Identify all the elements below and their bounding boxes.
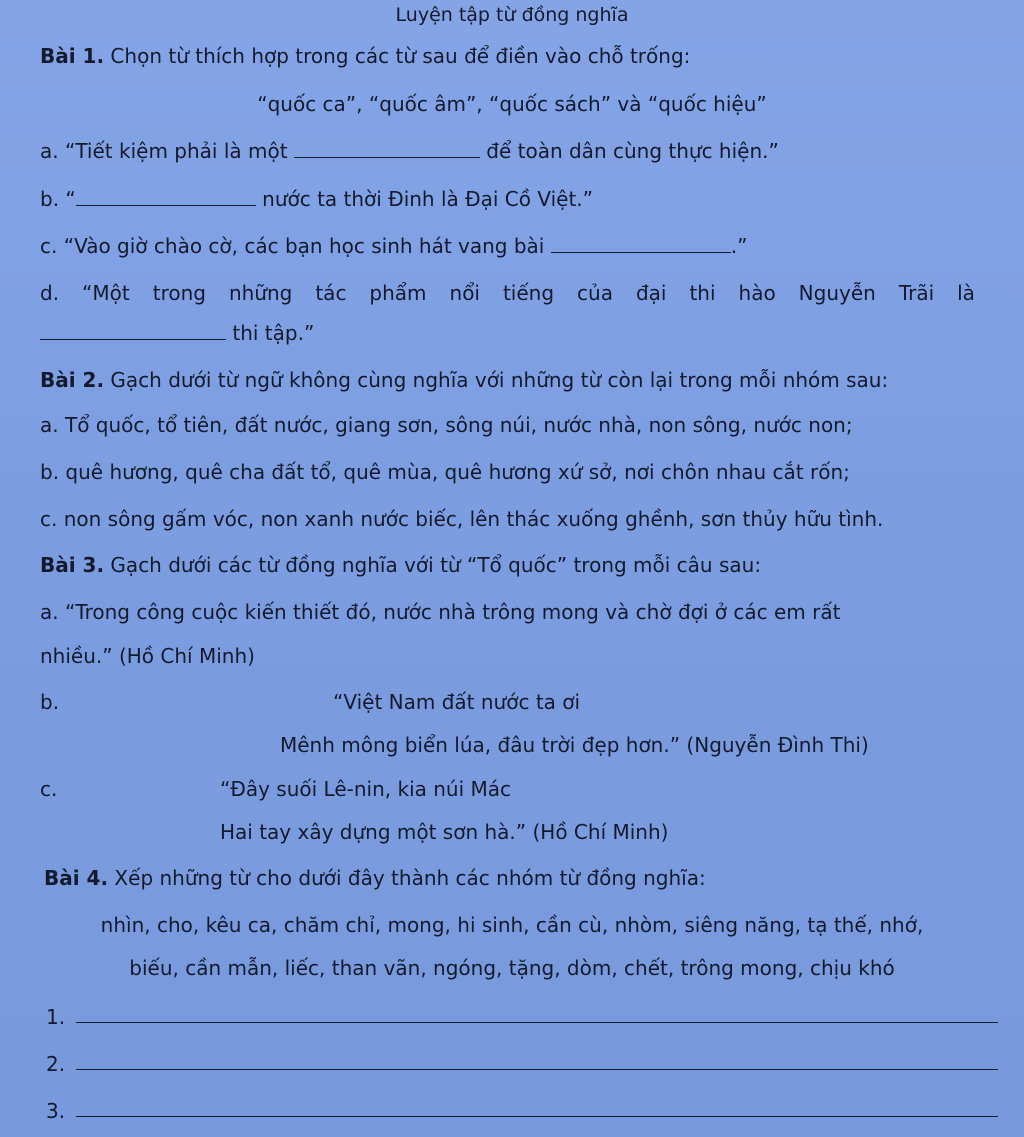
bai2-instruction: Gạch dưới từ ngữ không cùng nghĩa với những từ còn lại trong mỗi nhóm sau: — [104, 368, 889, 392]
bai1-item-c — [40, 233, 747, 259]
bai1-d-word: “Một — [82, 281, 130, 305]
bai1-d-text-after: thi tập.” — [226, 321, 315, 345]
bai1-item-d-line1 — [40, 280, 975, 306]
bai1-c-blank[interactable] — [551, 234, 731, 253]
bai1-a-text-before: a. “Tiết kiệm phải là một — [40, 139, 294, 163]
bai1-d-word: Nguyễn — [798, 281, 876, 305]
bai1-item-d-line2 — [40, 320, 314, 346]
bai4-words-line1: nhìn, cho, kêu ca, chăm chỉ, mong, hi sinh, cần cù, nhòm, siêng năng, tạ thế, nhớ, — [100, 913, 924, 937]
bai4-heading — [44, 865, 706, 891]
bai1-d-word: tác — [315, 281, 347, 305]
bai3-item-b-line1: “Việt Nam đất nước ta ơi — [333, 690, 581, 714]
bai3-instruction: Gạch dưới các từ đồng nghĩa với từ “Tổ quốc” trong mỗi câu sau: — [104, 553, 762, 577]
bai1-d-word: hào — [738, 281, 776, 305]
bai2-label: Bài 2. — [40, 368, 105, 392]
bai3-item-b-label: b. — [40, 690, 60, 714]
bai3-item-b-line2: Mênh mông biển lúa, đâu trời đẹp hơn.” (Nguyễn Đình Thi) — [280, 733, 869, 757]
bai1-c-text-before: c. “Vào giờ chào cờ, các bạn học sinh hát vang bài — [40, 234, 551, 258]
bai4-answer-number-2: 2. — [46, 1052, 66, 1076]
bai2-item-a: a. Tổ quốc, tổ tiên, đất nước, giang sơn, sông núi, nước nhà, non sông, nước non; — [40, 413, 853, 437]
bai4-label: Bài 4. — [44, 866, 109, 890]
bai4-answer-line-3[interactable] — [76, 1116, 998, 1117]
bai1-d-word: thi — [689, 281, 716, 305]
bai1-d-word: đại — [635, 281, 667, 305]
bai4-answer-number-1: 1. — [46, 1005, 66, 1029]
bai2-item-c: c. non sông gấm vóc, non xanh nước biếc, lên thác xuống ghềnh, sơn thủy hữu tình. — [40, 507, 884, 531]
bai1-d-word: Trãi — [898, 281, 935, 305]
bai3-item-c-label: c. — [40, 777, 58, 801]
bai1-a-blank[interactable] — [294, 139, 480, 158]
bai3-item-c-line2: Hai tay xây dựng một sơn hà.” (Hồ Chí Minh) — [220, 820, 669, 844]
bai1-b-text-after: nước ta thời Đinh là Đại Cồ Việt.” — [255, 187, 594, 211]
bai3-heading — [40, 552, 761, 578]
bai1-d-word: tiếng — [502, 281, 555, 305]
bai4-instruction: Xếp những từ cho dưới đây thành các nhóm từ đồng nghĩa: — [108, 866, 706, 890]
bai4-words-line2: biếu, cần mẫn, liếc, than vãn, ngóng, tặng, dòm, chết, trông mong, chịu khó — [129, 956, 895, 980]
bai2-item-b: b. quê hương, quê cha đất tổ, quê mùa, quê hương xứ sở, nơi chôn nhau cắt rốn; — [40, 460, 850, 484]
bai2-heading — [40, 367, 888, 393]
bai3-item-c-line1: “Đây suối Lê-nin, kia núi Mác — [220, 777, 512, 801]
bai1-d-blank[interactable] — [40, 321, 226, 340]
bai1-b-text-before: b. “ — [40, 187, 76, 211]
bai1-d-word: phẩm — [369, 281, 427, 305]
bai1-d-word: d. — [40, 281, 60, 305]
bai3-item-a-line2: nhiều.” (Hồ Chí Minh) — [40, 644, 255, 668]
bai1-d-word: nổi — [449, 281, 480, 305]
bai1-heading — [40, 43, 690, 69]
bai4-answer-line-2[interactable] — [76, 1069, 998, 1070]
bai4-answer-number-3: 3. — [46, 1099, 66, 1123]
bai3-item-a-line1: a. “Trong công cuộc kiến thiết đó, nước nhà trông mong và chờ đợi ở các em rất — [40, 600, 841, 624]
bai1-c-text-after: .” — [730, 234, 748, 258]
bai1-d-word: là — [957, 281, 975, 305]
bai1-item-a — [40, 138, 779, 164]
bai1-d-word: của — [577, 281, 613, 305]
bai1-options: “quốc ca”, “quốc âm”, “quốc sách” và “quốc hiệu” — [257, 92, 767, 116]
bai1-b-blank[interactable] — [76, 187, 256, 206]
bai1-item-b — [40, 186, 593, 212]
page-title: Luyện tập từ đồng nghĩa — [395, 4, 629, 26]
bai1-a-text-after: để toàn dân cùng thực hiện.” — [479, 139, 779, 163]
bai1-instruction: Chọn từ thích hợp trong các từ sau để điền vào chỗ trống: — [104, 44, 691, 68]
bai1-d-word: những — [228, 281, 293, 305]
bai1-d-word: trong — [152, 281, 206, 305]
bai3-label: Bài 3. — [40, 553, 105, 577]
bai1-label: Bài 1. — [40, 44, 105, 68]
bai4-answer-line-1[interactable] — [76, 1022, 998, 1023]
